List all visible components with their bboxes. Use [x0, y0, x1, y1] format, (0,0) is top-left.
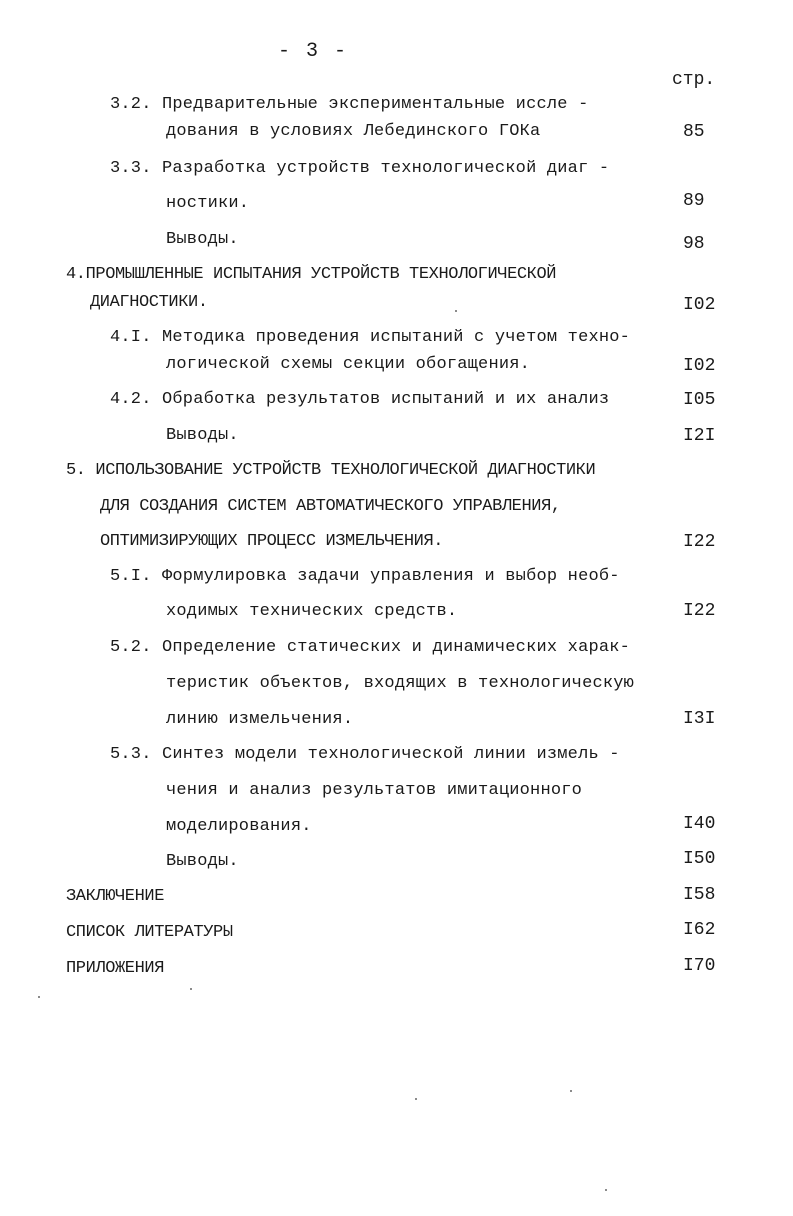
toc-entry-5-page: I22 [683, 532, 716, 552]
toc-entry-4-1-line-1: 4.I. Методика проведения испытаний с учетом техно- [110, 328, 631, 347]
toc-entry-4-1-line-2: логической схемы секции обогащения. [166, 355, 531, 374]
toc-entry-3-conclusions-page: 98 [683, 234, 705, 254]
toc-entry-references-page: I62 [683, 920, 716, 940]
toc-entry-5-conclusions: Выводы. [166, 852, 239, 871]
toc-entry-4-2-page: I05 [683, 390, 716, 410]
toc-entry-5-1-page: I22 [683, 601, 716, 621]
toc-entry-conclusion-page: I58 [683, 885, 716, 905]
toc-entry-4-2-line-1: 4.2. Обработка результатов испытаний и их анализ [110, 390, 610, 409]
toc-entry-4-line-1: 4.ПРОМЫШЛЕННЫЕ ИСПЫТАНИЯ УСТРОЙСТВ ТЕХНОЛОГИЧЕСКОЙ [66, 265, 557, 284]
toc-entry-4-line-2: ДИАГНОСТИКИ. [90, 293, 208, 312]
scan-speck [455, 310, 457, 312]
toc-entry-4-page: I02 [683, 295, 716, 315]
toc-entry-5-1-line-2: ходимых технических средств. [166, 602, 458, 621]
toc-entry-5-2-page: I3I [683, 709, 716, 729]
toc-entry-5-3-line-3: моделирования. [166, 817, 312, 836]
toc-entry-5-1-line-1: 5.I. Формулировка задачи управления и выбор необ- [110, 567, 620, 586]
toc-entry-4-1-page: I02 [683, 356, 716, 376]
toc-entry-5-line-1: 5. ИСПОЛЬЗОВАНИЕ УСТРОЙСТВ ТЕХНОЛОГИЧЕСКОЙ ДИАГНОСТИКИ [66, 461, 596, 480]
toc-entry-3-conclusions: Выводы. [166, 230, 239, 249]
toc-entry-3-3-line-1: 3.3. Разработка устройств технологической диаг - [110, 159, 610, 178]
toc-entry-3-3-page: 89 [683, 191, 705, 211]
toc-entry-conclusion: ЗАКЛЮЧЕНИЕ [66, 887, 165, 906]
scan-speck [570, 1090, 572, 1092]
toc-entry-5-3-page: I40 [683, 814, 716, 834]
toc-entry-5-3-line-1: 5.3. Синтез модели технологической линии измель - [110, 745, 620, 764]
toc-entry-3-3-line-2: ностики. [166, 194, 250, 213]
toc-entry-4-conclusions: Выводы. [166, 426, 239, 445]
toc-entry-5-2-line-3: линию измельчения. [166, 710, 354, 729]
toc-entry-5-conclusions-page: I50 [683, 849, 716, 869]
scan-speck [38, 996, 40, 998]
page-column-header: стр. [672, 70, 716, 90]
scan-speck [605, 1189, 607, 1191]
toc-entry-4-conclusions-page: I2I [683, 426, 716, 446]
toc-entry-5-3-line-2: чения и анализ результатов имитационного [166, 781, 583, 800]
toc-entry-appendices: ПРИЛОЖЕНИЯ [66, 959, 165, 978]
toc-entry-5-line-3: ОПТИМИЗИРУЮЩИХ ПРОЦЕСС ИЗМЕЛЬЧЕНИЯ. [100, 532, 444, 551]
toc-entry-5-2-line-2: теристик объектов, входящих в технологическую [166, 674, 635, 693]
toc-entry-appendices-page: I70 [683, 956, 716, 976]
toc-entry-5-2-line-1: 5.2. Определение статических и динамических харак- [110, 638, 631, 657]
page-number: - 3 - [277, 40, 348, 63]
toc-entry-references: СПИСОК ЛИТЕРАТУРЫ [66, 923, 233, 942]
toc-entry-5-line-2: ДЛЯ СОЗДАНИЯ СИСТЕМ АВТОМАТИЧЕСКОГО УПРАВЛЕНИЯ, [100, 497, 561, 516]
toc-entry-3-2-page: 85 [683, 122, 705, 142]
toc-entry-3-2-line-2: дования в условиях Лебединского ГОКа [166, 122, 541, 141]
toc-entry-3-2-line-1: 3.2. Предварительные экспериментальные иссле - [110, 95, 589, 114]
scan-speck [415, 1098, 417, 1100]
scan-speck [190, 988, 192, 990]
